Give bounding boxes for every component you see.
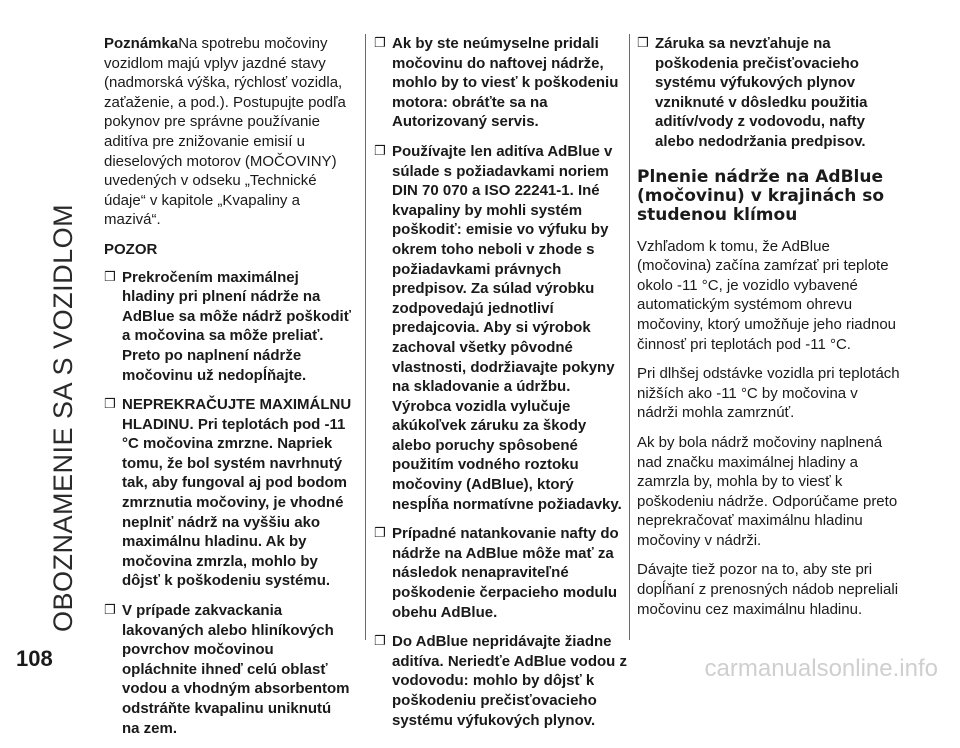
warning-bullet <box>104 395 352 591</box>
note-text: Na spotrebu močoviny vozidlom majú vplyv jazdné stavy (nadmorská výška, rýchlosť vozidla, zaťaženie, a pod.). Postupujte podľa pokynov pre správne používanie aditíva pre znižovanie emisií u dieselových motorov (MOČOVINY) uvedených v odseku „Technické údaje“ v kapitole „Kvapaliny a mazivá“. <box>104 35 346 229</box>
checkbox-bullet-icon: ❒ <box>374 526 386 542</box>
warning-heading: POZOR <box>104 240 158 258</box>
body-paragraph: Pri dlhšej odstávke vozidla pri teplotách nižších ako -11 °C by močovina v nádrži mohla zamrznúť. <box>637 365 900 422</box>
column-3 <box>637 34 901 629</box>
column-divider <box>629 34 630 640</box>
warning-bullet <box>104 601 352 738</box>
checkbox-bullet-icon: ❒ <box>104 397 116 413</box>
bullet-text: Prípadné natankovanie nafty do nádrže na AdBlue môže mať za následok nenapraviteľné poškodenie čerpacieho modulu obehu AdBlue. <box>392 525 619 621</box>
bullet-text: Používajte len aditíva AdBlue v súlade s požiadavkami noriem DIN 70 070 a ISO 22241-1. Iné kvapaliny by mohli systém poškodiť: emisie vo výfuku by okrem toho neboli v zhode s požiadavkami právnych predpisov. Za súlad výrobku zodpovedajú jednotliví predajcovia. Aby si výrobok zachoval všetky pôvodné vlastnosti, dodržiavajte pokyny na skladovanie a údržbu. Výrobca vozidla vylučuje akúkoľvek záruku za škody alebo poruchy spôsobené použitím vodného roztoku močoviny (AdBlue), ktorý nespĺňa normatívne požiadavky. <box>392 142 622 513</box>
checkbox-bullet-icon: ❒ <box>374 634 386 650</box>
bullet-text: Prekročením maximálnej hladiny pri plnení nádrže na AdBlue sa môže nádrž poškodiť a močovina sa môže preliať. Preto po naplnení nádrže močovinu už nedopĺňajte. <box>122 268 351 384</box>
checkbox-bullet-icon: ❒ <box>104 269 116 285</box>
checkbox-bullet-icon: ❒ <box>637 36 649 51</box>
bullet-text: Ak by ste neúmyselne pridali močovinu do naftovej nádrže, mohlo by to viesť k poškodeniu motora: obráťte sa na Autorizovaný servis. <box>392 35 619 131</box>
column-2 <box>374 34 628 740</box>
warning-bullet <box>374 632 628 730</box>
warning-bullet <box>374 524 628 622</box>
note-label: Poznámka <box>104 35 179 52</box>
bullet-text: Do AdBlue nepridávajte žiadne aditíva. Neriedťe AdBlue vodou z vodovodu: mohlo by dôjsť k poškodeniu prečisťovacieho systému výfukových plynov. <box>392 633 628 729</box>
warning-bullet <box>104 268 352 386</box>
warning-bullet <box>374 34 628 132</box>
chapter-title: OBOZNAMENIE SA S VOZIDLOM <box>48 203 78 632</box>
body-paragraph: Dávajte tiež pozor na to, aby ste pri dopĺňaní z prenosných nádob nepreliali močovinu cez maximálnu hladinu. <box>637 561 899 618</box>
column-1 <box>104 34 352 748</box>
watermark: carmanualsonline.info <box>704 655 938 682</box>
bullet-text: V prípade zakvackania lakovaných alebo hliníkových povrchov močovinou opláchnite ihneď celú oblasť vodou a vhodným absorbentom odstráňte kvapalinu uniknutú na zem. <box>122 602 350 737</box>
bullet-text: Záruka sa nevzťahuje na poškodenia prečisťovacieho systému výfukových plynov vzniknuté v dôsledku použitia aditív/vody z vodovodu, nafty alebo nedodržania predpisov. <box>655 35 868 150</box>
page-number: 108 <box>16 646 53 671</box>
checkbox-bullet-icon: ❒ <box>374 143 386 159</box>
note-paragraph <box>104 34 352 230</box>
column-divider <box>365 34 366 640</box>
bullet-text: NEPREKRAČUJTE MAXIMÁLNU HLADINU. Pri teplotách pod -11 °C močovina zmrzne. Napriek tomu, že bol systém navrhnutý tak, aby fungoval aj pod bodom zmrznutia močoviny, je vhodné neplniť nádrž na vyššiu ako maximálnu hladinu. Ak by močovina zmrzla, mohlo by dôjsť k poškodeniu systému. <box>122 396 352 590</box>
warning-bullet <box>374 142 628 514</box>
body-paragraph: Ak by bola nádrž močoviny naplnená nad značku maximálnej hladiny a zamrzla by, mohla by to viesť k poškodeniu nádrže. Odporúčame preto neprekračovať maximálnu hladinu močoviny v nádrži. <box>637 433 898 549</box>
body-paragraph: Vzhľadom k tomu, že AdBlue (močovina) začína zamŕzať pri teplote okolo -11 °C, je vozidlo vybavené automatickým systémom ohrevu močoviny, ktorý umožňuje jeho riadnou činnosť pri teplotách pod -11 °C. <box>637 237 897 353</box>
checkbox-bullet-icon: ❒ <box>374 36 386 51</box>
section-heading: Plnenie nádrže na AdBlue (močovinu) v krajinách so studenou klímou <box>637 166 885 225</box>
checkbox-bullet-icon: ❒ <box>104 603 116 619</box>
warning-bullet <box>637 34 901 152</box>
